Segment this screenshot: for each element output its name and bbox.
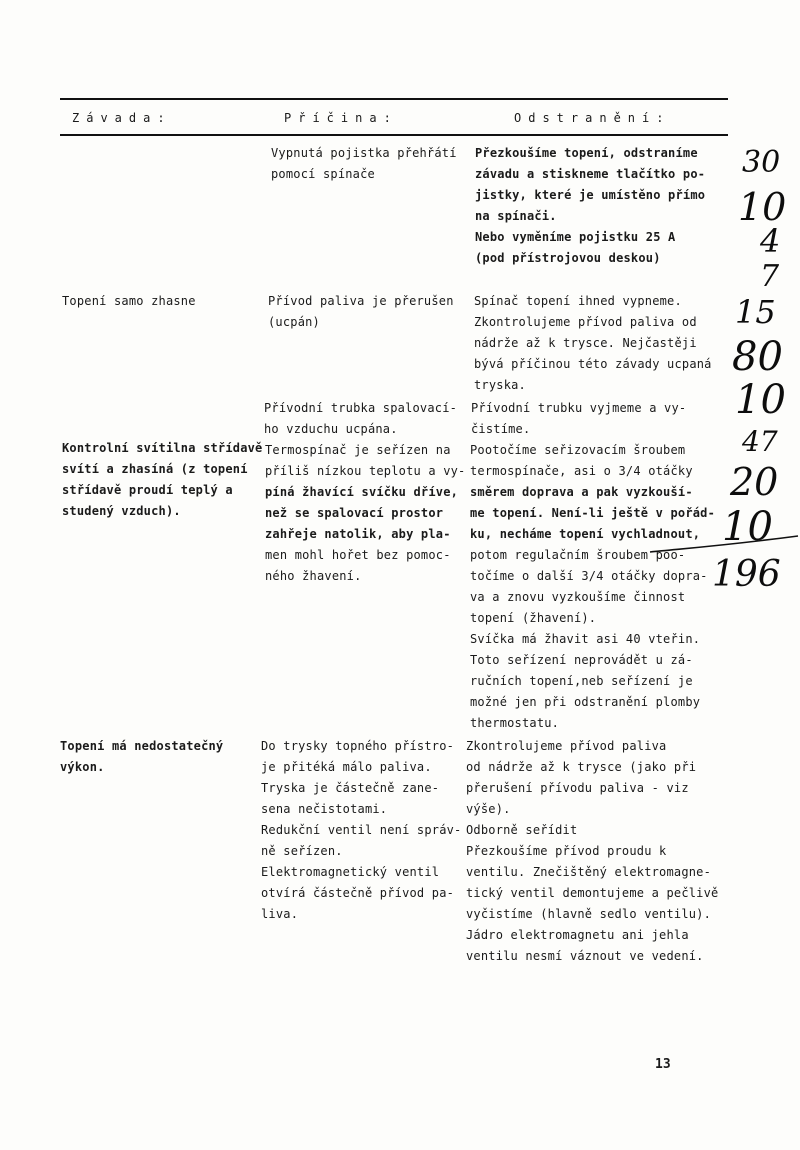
header-top-rule: [60, 98, 728, 100]
row5-cause: Do trysky topného přístro- je přitéká málo paliva. Tryska je částečně zane- sena nečistotami. Redukční ventil není správ- ně seřízen. Elektromagnetický ventil otvírá částečně přívod pa- liva.: [261, 739, 462, 921]
row1-remedy: Přezkoušíme topení, odstraníme závadu a stiskneme tlačítko po- jistky, které je umístěno přímo na spínači. Nebo vyměníme pojistku 25 A (pod přístrojovou deskou): [475, 146, 706, 265]
handwritten-note: 15: [735, 293, 776, 331]
column-header-fault: Závada:: [72, 111, 172, 125]
row1-cause: Vypnutá pojistka přehřátí pomocí spínače: [271, 146, 457, 181]
handwritten-note: 7: [760, 259, 780, 294]
row2-fault: Topení samo zhasne: [62, 294, 196, 308]
handwritten-note: 47: [742, 425, 778, 458]
row5-remedy: Zkontrolujeme přívod paliva od nádrže až k trysce (jako při přerušení přívodu paliva - viz výše). Odborně seřídit Přezkoušíme přívod proudu k ventilu. Znečištěný elektromagne- tický ventil demontujeme a pečlivě vyčistíme (hlavně sedlo ventilu). Jádro elektromagnetu ani jehla ventilu nesmí váznout ve vedení.: [466, 739, 719, 963]
row4-remedy: Pootočíme seřizovacím šroubem termospínače, asi o 3/4 otáčky směrem doprava a pak vyzkouší- me topení. Není-li ještě v pořád- ku, necháme topení vychladnout, potom regulačním šroubem poo- točíme o další 3/4 otáčky dopra- va a znovu vyzkoušíme činnost topení (žhavení). Svíčka má žhavit asi 40 vteřin. Toto seřízení neprovádět u zá- ručních topení,neb seřízení je možné jen při odstranění plomby thermostatu.: [470, 443, 716, 730]
row2-cause: Přívod paliva je přerušen (ucpán): [268, 294, 454, 329]
handwritten-note: 4: [760, 222, 781, 260]
handwritten-note: 10: [735, 377, 786, 423]
page-number: 13: [655, 1057, 671, 1072]
column-header-cause: Příčina:: [284, 111, 398, 125]
row5-fault: Topení má nedostatečný výkon.: [60, 739, 224, 774]
row3-cause: Přívodní trubka spalovací- ho vzduchu ucpána.: [264, 401, 458, 436]
column-header-remedy: Odstranění:: [514, 111, 671, 125]
handwritten-note: 10: [722, 504, 773, 550]
handwritten-note: 196: [712, 554, 781, 595]
handwritten-note: 80: [732, 334, 783, 380]
row4-fault: Kontrolní svítilna střídavě svítí a zhasíná (z topení střídavě proudí teplý a studený vzduch).: [62, 441, 263, 518]
handwritten-note: 20: [730, 460, 779, 504]
row3-remedy: Přívodní trubku vyjmeme a vy- čistíme.: [471, 401, 687, 436]
handwritten-note: 10: [738, 185, 787, 229]
row4-cause: Termospínač je seřízen na příliš nízkou teplotu a vy- píná žhavící svíčku dříve, než se spalovací prostor zahřeje natolik, aby pla- men mohl hořet bez pomoc- ného žhavení.: [265, 443, 466, 583]
header-bottom-rule: [60, 134, 728, 136]
handwritten-note: 30: [742, 145, 781, 180]
row2-remedy: Spínač topení ihned vypneme. Zkontrolujeme přívod paliva od nádrže až k trysce. Nejčastěji bývá příčinou této závady ucpaná tryska.: [474, 294, 712, 392]
